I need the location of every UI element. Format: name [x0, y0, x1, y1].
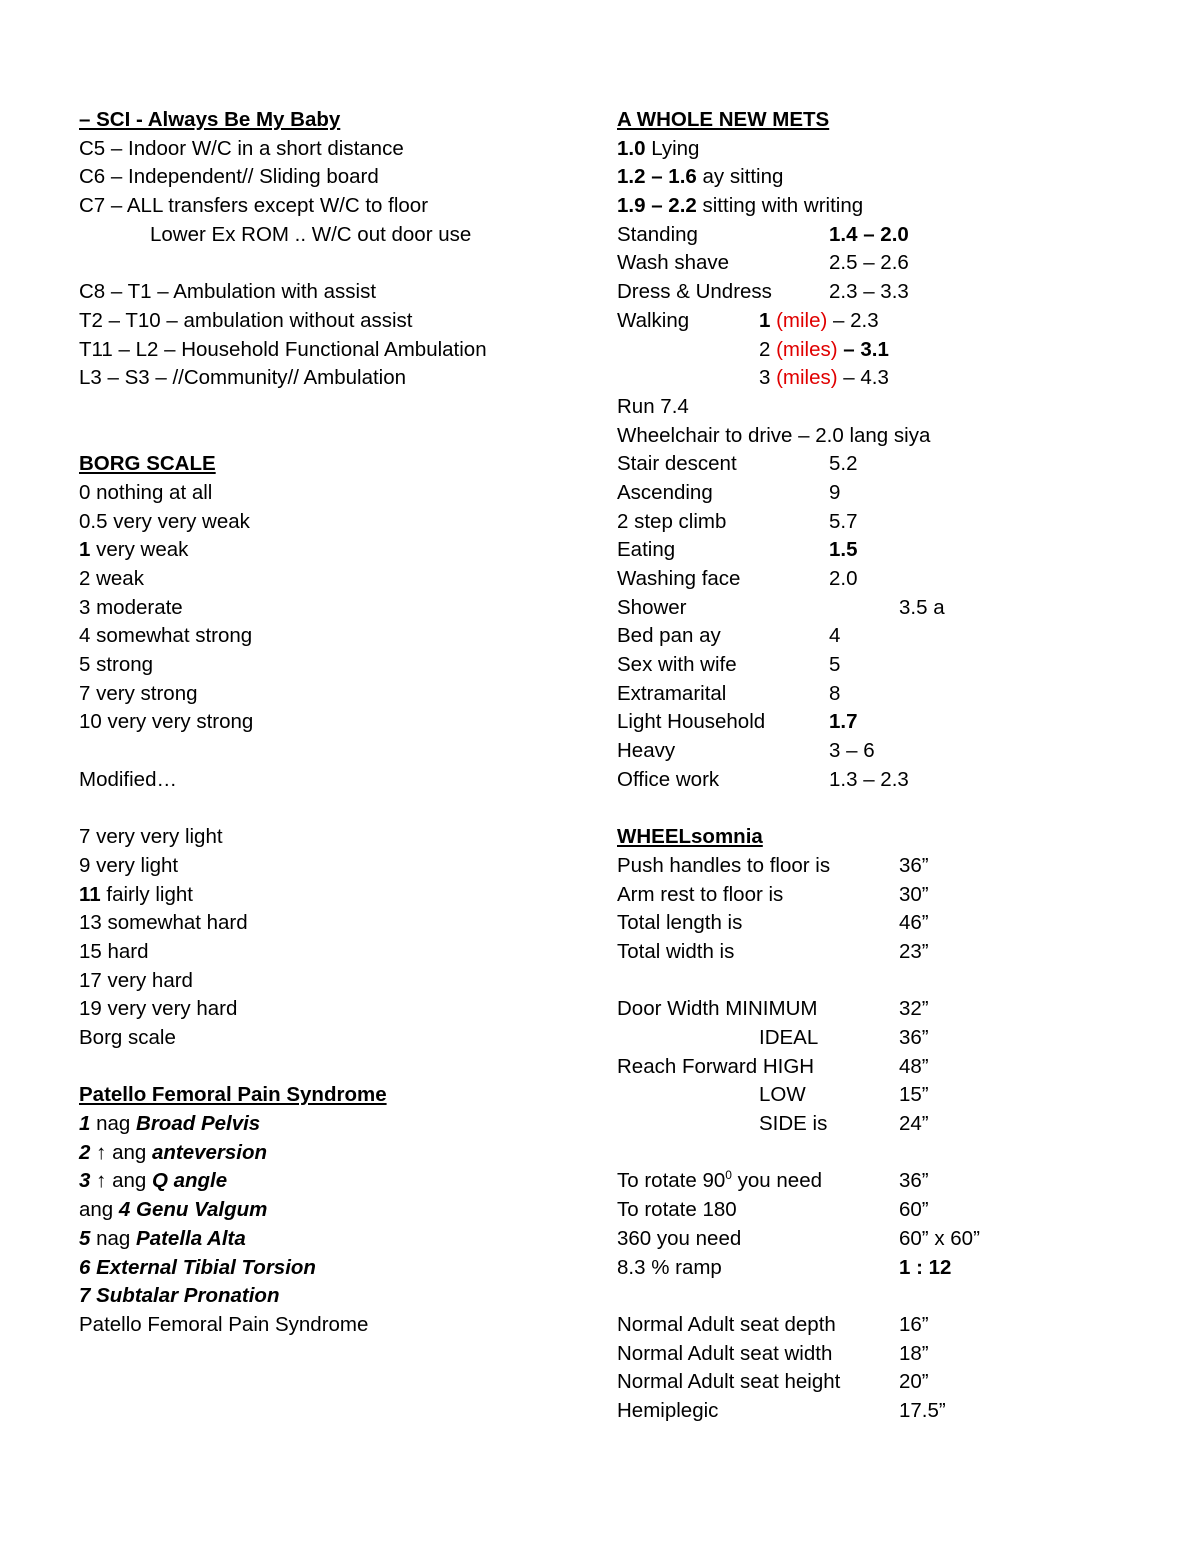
mets-row: Extramarital 8: [617, 681, 841, 705]
borg-modified-item: 15 hard: [79, 939, 149, 963]
wheel-heading: WHEELsomnia: [617, 825, 763, 849]
mets-row: Washing face 2.0: [617, 567, 858, 590]
blank-line: [79, 737, 579, 766]
blank-line: [79, 795, 579, 824]
mets-row: Standing 1.4 – 2.0: [617, 222, 909, 246]
mets-walking: 3 (miles) – 4.3: [759, 366, 889, 390]
sci-item: C5 – Indoor W/C in a short distance: [79, 136, 404, 160]
mets-row: Stair descent 5.2: [617, 452, 858, 476]
mets-row: Heavy 3 – 6: [617, 739, 875, 763]
wheel-row: Total length is 46”: [617, 911, 929, 935]
blank-line: [617, 1282, 1177, 1311]
mets-row: 2 step climb 5.7: [617, 509, 858, 533]
mets-row: Office work 1.3 – 2.3: [617, 767, 909, 791]
sci-item: C7 – ALL transfers except W/C to floor: [79, 194, 429, 218]
borg-modified-item: 13 somewhat hard: [79, 911, 248, 935]
wheel-row: Reach Forward HIGH 48”: [617, 1054, 929, 1078]
borg-footer: Borg scale: [79, 1026, 176, 1049]
mets-row: Light Household 1.7: [617, 710, 858, 734]
wheel-row: Push handles to floor is 36”: [617, 853, 929, 877]
blank-line: [79, 393, 579, 422]
sci-heading: – SCI - Always Be My Baby: [79, 108, 341, 131]
borg-item: 7 very strong: [79, 681, 198, 705]
wheel-row: LOW 15”: [759, 1083, 929, 1107]
borg-modified-item: 17 very hard: [79, 968, 193, 992]
wheel-row: Hemiplegic 17.5”: [617, 1398, 946, 1422]
pfps-item: 5 nag Patella Alta: [79, 1226, 246, 1250]
wheel-row: 360 you need 60” x 60”: [617, 1226, 980, 1250]
wheel-row: Normal Adult seat height 20”: [617, 1370, 929, 1394]
wheel-row: To rotate 180 60”: [617, 1198, 929, 1222]
mets-row: Shower 3.5 a: [617, 595, 945, 619]
mets-item: 1.0 Lying: [617, 136, 700, 160]
blank-line: [79, 422, 579, 451]
wheel-row: Total width is 23”: [617, 939, 929, 963]
borg-heading: BORG SCALE: [79, 452, 216, 476]
pfps-item: 7 Subtalar Pronation: [79, 1284, 280, 1308]
borg-modified-item: 7 very very light: [79, 825, 223, 849]
pfps-footer: Patello Femoral Pain Syndrome: [79, 1312, 369, 1336]
up-arrow-icon: ↑: [90, 1140, 113, 1164]
sci-item: T11 – L2 – Household Functional Ambulation: [79, 337, 487, 361]
pfps-heading: Patello Femoral Pain Syndrome: [79, 1083, 387, 1107]
pfps-item: 6 External Tibial Torsion: [79, 1255, 316, 1279]
wheel-row: Arm rest to floor is 30”: [617, 882, 929, 906]
wheel-row: 8.3 % ramp 1 : 12: [617, 1255, 952, 1279]
blank-line: [617, 795, 1177, 824]
borg-modified-item: 11 fairly light: [79, 882, 193, 906]
wheel-row: Normal Adult seat depth 16”: [617, 1312, 929, 1336]
mets-row: Ascending 9: [617, 480, 841, 504]
mets-item: 1.2 – 1.6 ay sitting: [617, 165, 784, 189]
blank-line: [79, 249, 579, 278]
mets-row: Wash shave 2.5 – 2.6: [617, 251, 909, 275]
sci-item: L3 – S3 – //Community// Ambulation: [79, 366, 407, 390]
pfps-item: 2 ↑ ang anteversion: [79, 1140, 268, 1164]
borg-item: 4 somewhat strong: [79, 624, 253, 648]
mets-row: Sex with wife 5: [617, 653, 841, 677]
borg-item: 0.5 very very weak: [79, 509, 250, 533]
mets-item: Run 7.4: [617, 394, 689, 418]
borg-item: 3 moderate: [79, 595, 183, 619]
mets-walking: Walking 1 (mile) – 2.3: [617, 308, 879, 332]
sci-item: C8 – T1 – Ambulation with assist: [79, 280, 377, 304]
wheel-row: IDEAL 36”: [759, 1026, 929, 1049]
pfps-item: 1 nag Broad Pelvis: [79, 1112, 261, 1136]
mets-heading: A WHOLE NEW METS: [617, 108, 830, 131]
mets-item: 1.9 – 2.2 sitting with writing: [617, 194, 864, 218]
borg-modified-label: Modified…: [79, 767, 177, 791]
mets-row: Dress & Undress 2.3 – 3.3: [617, 280, 909, 304]
wheel-row: SIDE is 24”: [759, 1112, 929, 1136]
borg-item: 2 weak: [79, 567, 144, 590]
left-column: [79, 106, 579, 1340]
blank-line: [617, 1139, 1177, 1168]
borg-item: 1 very weak: [79, 538, 189, 562]
right-column: [617, 106, 1177, 1426]
borg-item: 10 very very strong: [79, 710, 254, 734]
mets-row: Eating 1.5: [617, 538, 858, 562]
mets-row: Bed pan ay 4: [617, 624, 841, 648]
sci-item: C6 – Independent// Sliding board: [79, 165, 379, 189]
wheel-row: Door Width MINIMUM 32”: [617, 997, 929, 1021]
sci-item: Lower Ex ROM .. W/C out door use: [150, 222, 472, 246]
pfps-item: 3 ↑ ang Q angle: [79, 1169, 228, 1193]
blank-line: [79, 1053, 579, 1082]
borg-modified-item: 19 very very hard: [79, 997, 238, 1021]
wheel-row: To rotate $90^0$ you need 36”: [617, 1168, 929, 1193]
mets-item: Wheelchair to drive – 2.0 lang siya: [617, 423, 931, 447]
up-arrow-icon: ↑: [90, 1169, 113, 1193]
borg-modified-item: 9 very light: [79, 853, 179, 877]
sci-item: T2 – T10 – ambulation without assist: [79, 308, 413, 332]
borg-item: 0 nothing at all: [79, 480, 213, 504]
wheel-row: Normal Adult seat width 18”: [617, 1341, 929, 1365]
blank-line: [617, 967, 1177, 996]
borg-item: 5 strong: [79, 653, 154, 677]
mets-walking: 2 (miles) – 3.1: [759, 337, 889, 361]
pfps-item: ang 4 Genu Valgum: [79, 1198, 268, 1222]
